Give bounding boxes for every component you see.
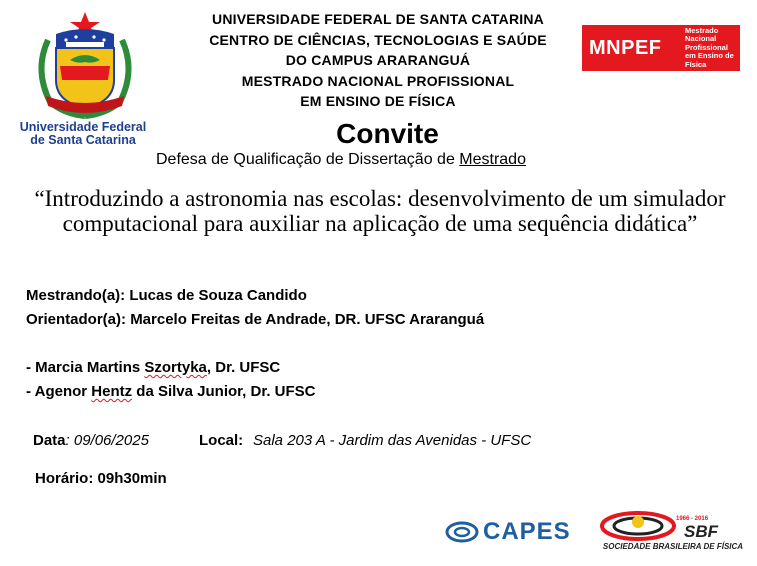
member2-prefix: - Agenor — [26, 383, 92, 400]
committee-member-1 — [26, 359, 280, 376]
capes-text: CAPES — [483, 518, 571, 545]
sbf-years: 1966 - 2016 — [676, 516, 709, 522]
date-line — [33, 432, 149, 449]
advisor-name: Marcelo Freitas de Andrade, DR. UFSC Araranguá — [130, 311, 485, 328]
header-line4: MESTRADO NACIONAL PROFISSIONAL — [241, 72, 515, 89]
subtitle-prefix: Defesa de Qualificação de Dissertação de — [156, 151, 460, 168]
member1-surname: Szortyka — [144, 359, 207, 376]
member1-prefix: - Marcia Martins — [26, 359, 145, 376]
capes-swirl-icon — [445, 519, 479, 545]
ufsc-name-line1: Universidade Federal — [19, 120, 147, 134]
date-value: : 09/06/2025 — [65, 432, 149, 449]
member2-suffix: da Silva Junior, Dr. UFSC — [132, 383, 316, 400]
local-label: Local: — [199, 432, 244, 449]
thesis-title: “Introduzindo a astronomia nas escolas: desenvolvimento de um simulador computacional para auxiliar na aplicação de uma sequência didática” — [34, 186, 726, 236]
header-line2: CENTRO DE CIÊNCIAS, TECNOLOGIAS E SAÚDE — [209, 31, 547, 48]
advisor-label: Orientador(a): — [26, 311, 127, 328]
invite-title: Convite — [336, 118, 439, 149]
student-line — [26, 287, 307, 304]
time-value: 09h30min — [93, 470, 167, 487]
institution-header — [170, 9, 586, 112]
capes-logo — [445, 518, 571, 546]
header-line1: UNIVERSIDADE FEDERAL DE SANTA CATARINA — [212, 11, 544, 27]
subtitle-underlined: Mestrado — [459, 151, 526, 168]
student-name: Lucas de Souza Candido — [129, 287, 307, 304]
time-line — [35, 470, 167, 487]
sbf-name: SOCIEDADE BRASILEIRA DE FÍSICA — [602, 542, 744, 551]
mnpef-logo — [582, 25, 740, 71]
student-label: Mestrando(a): — [26, 287, 126, 304]
date-label: Data — [33, 432, 66, 449]
committee-member-2 — [26, 383, 316, 400]
mnpef-description: Mestrado Nacional Profissional em Ensino de Física — [685, 25, 734, 69]
header-line5: EM ENSINO DE FÍSICA — [300, 93, 456, 109]
member2-surname: Hentz — [91, 383, 133, 400]
mnpef-acronym: MNPEF — [589, 36, 662, 59]
ufsc-name-line2: de Santa Catarina — [30, 133, 136, 147]
sbf-acronym: SBF — [684, 522, 718, 541]
ufsc-coat-of-arms-logo — [30, 10, 140, 122]
advisor-line — [26, 311, 484, 328]
header-line3: DO CAMPUS ARARANGUÁ — [285, 52, 471, 68]
time-label: Horário: — [35, 470, 94, 487]
invite-subtitle — [156, 151, 526, 169]
local-value: Sala 203 A - Jardim das Avenidas - UFSC — [253, 432, 532, 449]
member1-suffix: , Dr. UFSC — [206, 359, 281, 376]
